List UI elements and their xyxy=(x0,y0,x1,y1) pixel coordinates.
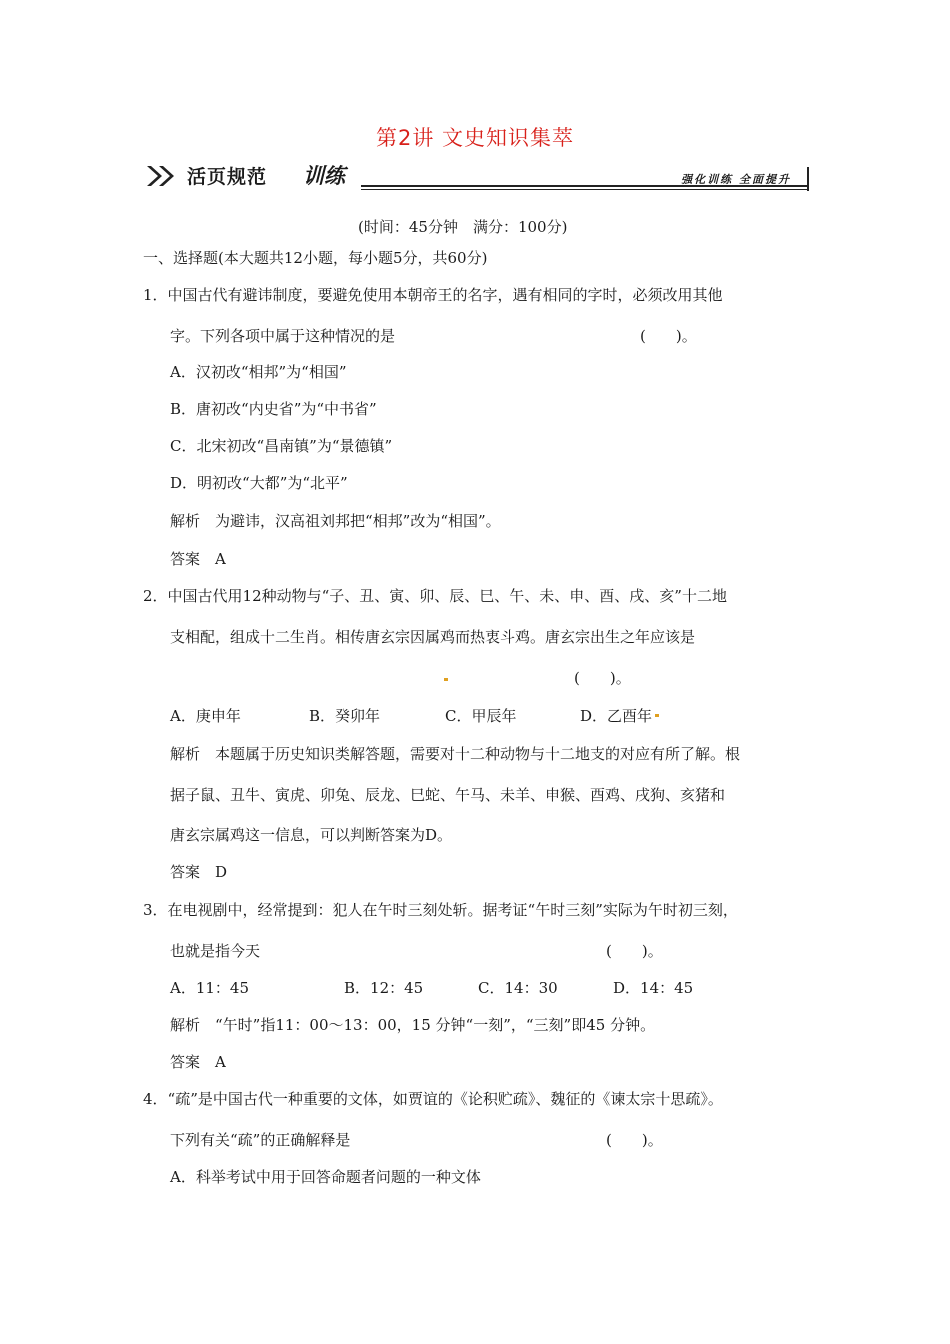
q2-option-a: A．庚申年 xyxy=(170,707,241,725)
banner-script-label: 训练 xyxy=(303,163,345,188)
q3-option-a: A．11：45 xyxy=(170,979,250,997)
q2-option-d: D．乙酉年 xyxy=(580,707,653,725)
q2-analysis-line2: 据子鼠、丑牛、寅虎、卯兔、辰龙、巳蛇、午马、未羊、申猴、酉鸡、戌狗、亥猪和 xyxy=(170,786,726,804)
q1-option-d: D．明初改“大都”为“北平” xyxy=(170,474,348,492)
banner-main-label: 活页规范 xyxy=(187,166,268,188)
banner-slogan: 强化训练 全面提升 xyxy=(681,173,791,186)
q3-answer-paren: ( )。 xyxy=(606,942,663,960)
q3-stem-line1: 3．在电视剧中，经常提到：犯人在午时三刻处斩。据考证“午时三刻”实际为午时初三刻， xyxy=(143,901,738,919)
q1-analysis: 解析 为避讳，汉高祖刘邦把“相邦”改为“相国”。 xyxy=(170,512,501,530)
q2-analysis-line3: 唐玄宗属鸡这一信息，可以判断答案为D。 xyxy=(170,826,453,844)
q4-stem-line1: 4．“疏”是中国古代一种重要的文体，如贾谊的《论积贮疏》、魏征的《谏太宗十思疏》。 xyxy=(143,1090,723,1108)
double-chevron-icon xyxy=(145,163,181,189)
orange-dot-mark xyxy=(655,714,659,717)
banner-rule-thin xyxy=(361,189,809,190)
section-heading: 一、选择题(本大题共12小题，每小题5分，共60分) xyxy=(143,249,488,267)
q1-option-c: C．北宋初改“昌南镇”为“景德镇” xyxy=(170,437,393,455)
q2-answer: 答案 D xyxy=(170,863,228,881)
q2-answer-paren: ( )。 xyxy=(574,669,631,687)
q1-answer-paren: ( )。 xyxy=(640,327,697,345)
q3-stem-line2: 也就是指今天 xyxy=(170,942,261,960)
page-title: 第2讲 文史知识集萃 xyxy=(375,126,575,150)
q3-option-c: C．14：30 xyxy=(478,979,558,997)
q1-stem-line1: 1．中国古代有避讳制度，要避免使用本朝帝王的名字，遇有相同的字时，必须改用其他 xyxy=(143,286,723,304)
q2-stem-line2: 支相配，组成十二生肖。相传唐玄宗因属鸡而热衷斗鸡。唐玄宗出生之年应该是 xyxy=(170,628,696,646)
q4-option-a: A．科举考试中用于回答命题者问题的一种文体 xyxy=(170,1168,481,1186)
q2-analysis-line1: 解析 本题属于历史知识类解答题，需要对十二种动物与十二地支的对应有所了解。根 xyxy=(170,745,741,763)
q1-answer: 答案 A xyxy=(170,550,226,568)
q1-stem-line2: 字。下列各项中属于这种情况的是 xyxy=(170,327,396,345)
time-score-line: (时间：45分钟 满分：100分) xyxy=(358,218,568,236)
q1-option-b: B．唐初改“内史省”为“中书省” xyxy=(170,400,377,418)
q1-option-a: A．汉初改“相邦”为“相国” xyxy=(170,363,347,381)
banner-end-tick xyxy=(807,167,809,191)
q3-option-d: D．14：45 xyxy=(613,979,694,997)
orange-dot-mark xyxy=(444,678,448,681)
q4-answer-paren: ( )。 xyxy=(606,1131,663,1149)
q2-stem-line1: 2．中国古代用12种动物与“子、丑、寅、卯、辰、巳、午、未、申、酉、戌、亥”十二地 xyxy=(143,587,727,605)
q2-option-b: B．癸卯年 xyxy=(309,707,381,725)
section-banner xyxy=(145,160,813,196)
q3-analysis: 解析 “午时”指11：00～13：00，15 分钟“一刻”，“三刻”即45 分钟。 xyxy=(170,1016,656,1034)
q2-option-c: C．甲辰年 xyxy=(445,707,517,725)
q4-stem-line2: 下列有关“疏”的正确解释是 xyxy=(170,1131,351,1149)
q3-answer: 答案 A xyxy=(170,1053,226,1071)
q3-option-b: B．12：45 xyxy=(344,979,424,997)
